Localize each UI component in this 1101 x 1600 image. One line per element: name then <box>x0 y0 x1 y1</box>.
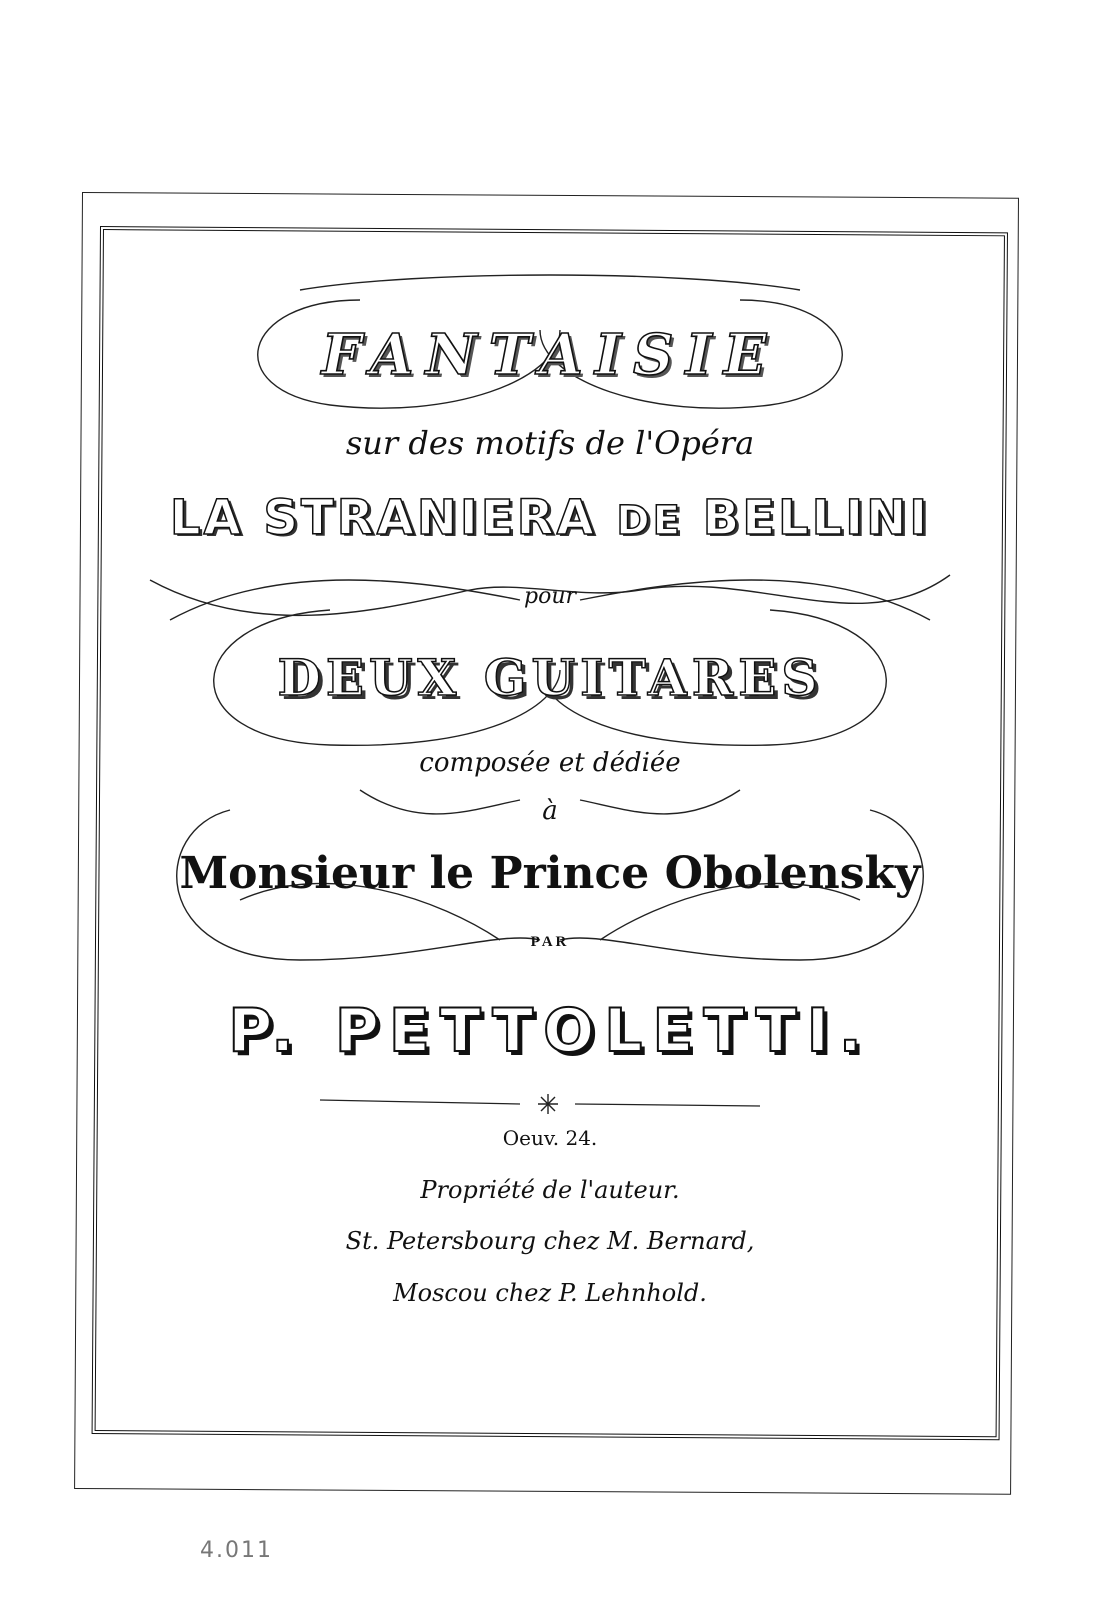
dedication-a: à <box>542 796 558 826</box>
publisher-line-1: Propriété de l'auteur. <box>420 1176 680 1204</box>
publisher-line-2: St. Petersbourg chez M. Bernard, <box>345 1227 755 1255</box>
instrumentation: DEUX GUITARES <box>277 648 823 707</box>
subtitle: sur des motifs de l'Opéra <box>345 424 755 462</box>
opera-composer: BELLINI <box>702 490 931 546</box>
opus-number: Oeuv. 24. <box>502 1126 598 1150</box>
title: FANTAISIE <box>321 322 779 388</box>
pencil-mark: 4.011 <box>200 1538 273 1563</box>
inner-double-border <box>92 226 1008 1440</box>
par-text: PAR <box>530 934 570 950</box>
dedicatee: Monsieur le Prince Obolensky <box>179 848 921 899</box>
publisher-line-3: Moscou chez P. Lehnhold. <box>393 1279 707 1307</box>
opera-line <box>100 490 1000 546</box>
pour-text: pour <box>523 584 576 609</box>
dedication-text: composée et dédiée <box>419 748 681 778</box>
opera-connector: DE <box>616 498 683 544</box>
opera-name: LA STRANIERA <box>169 490 597 546</box>
composer-name: P. PETTOLETTI. <box>228 996 872 1066</box>
